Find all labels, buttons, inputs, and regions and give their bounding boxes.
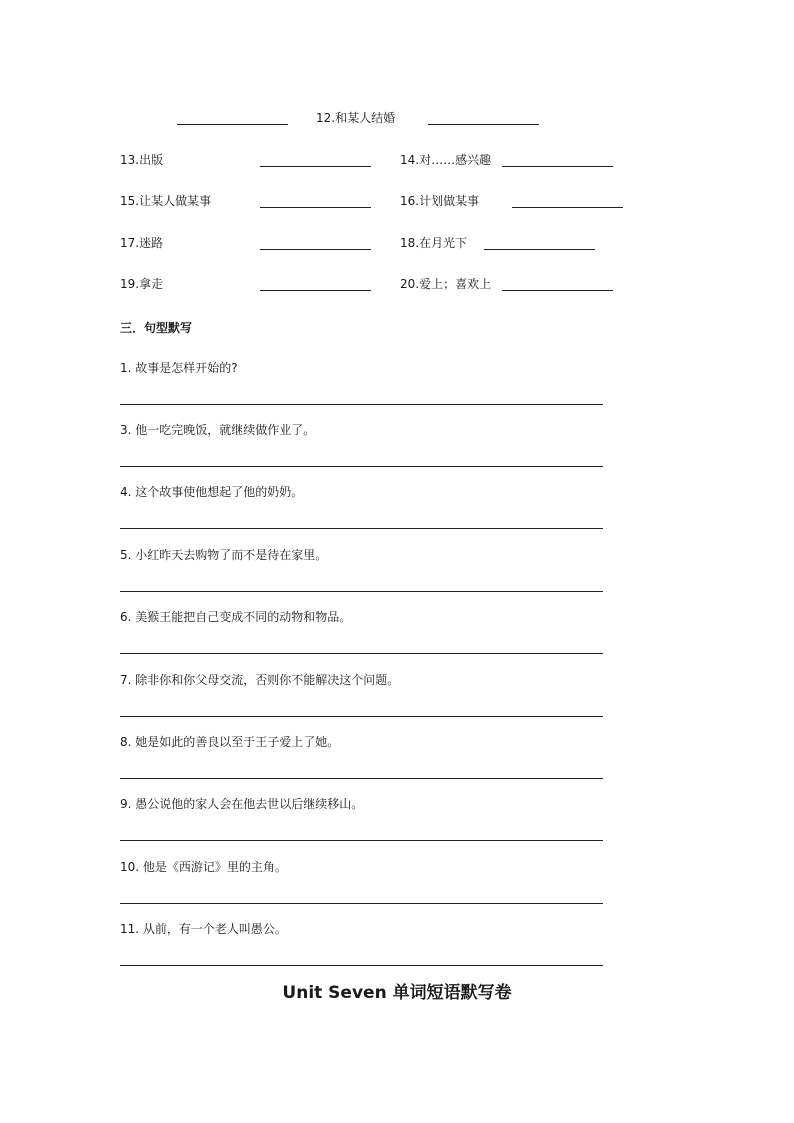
section-heading: 三．句型默写 [120,321,193,335]
sentence-answer-line[interactable] [120,591,603,592]
answer-line-15[interactable] [260,207,371,208]
answer-line-20[interactable] [502,290,613,291]
vocab-item-20: 20.爱上；喜欢上 [400,277,492,291]
sentence-prompt: 4. 这个故事使他想起了他的奶奶。 [120,485,304,499]
sentence-answer-line[interactable] [120,404,603,405]
answer-line-17[interactable] [260,249,371,250]
vocab-item-13: 13.出版 [120,153,164,167]
answer-line-12[interactable] [428,124,539,125]
answer-line-11[interactable] [177,124,288,125]
answer-line-13[interactable] [260,166,371,167]
vocab-item-14: 14.对……感兴趣 [400,153,492,167]
vocab-item-12: 12.和某人结婚 [316,111,396,125]
answer-line-14[interactable] [502,166,613,167]
vocab-item-17: 17.迷路 [120,236,164,250]
sentence-prompt: 8. 她是如此的善良以至于王子爱上了她。 [120,735,340,749]
sentence-answer-line[interactable] [120,466,603,467]
vocab-item-16: 16.计划做某事 [400,194,480,208]
sentence-prompt: 3. 他一吃完晚饭，就继续做作业了。 [120,423,316,437]
vocab-item-18: 18.在月光下 [400,236,468,250]
sentence-answer-line[interactable] [120,965,603,966]
sentence-prompt: 11. 从前，有一个老人叫愚公。 [120,922,287,936]
sentence-answer-line[interactable] [120,716,603,717]
sentence-answer-line[interactable] [120,840,603,841]
vocab-item-19: 19.拿走 [120,277,164,291]
answer-line-16[interactable] [512,207,623,208]
answer-line-19[interactable] [260,290,371,291]
answer-line-18[interactable] [484,249,595,250]
page-title: Unit Seven 单词短语默写卷 [282,983,512,1003]
sentence-prompt: 9. 愚公说他的家人会在他去世以后继续移山。 [120,797,364,811]
sentence-prompt: 6. 美猴王能把自己变成不同的动物和物品。 [120,610,352,624]
sentence-answer-line[interactable] [120,778,603,779]
sentence-answer-line[interactable] [120,903,603,904]
vocab-item-15: 15.让某人做某事 [120,194,212,208]
sentence-answer-line[interactable] [120,528,603,529]
sentence-prompt: 1. 故事是怎样开始的? [120,361,238,375]
sentence-prompt: 5. 小红昨天去购物了而不是待在家里。 [120,548,328,562]
sentence-prompt: 7. 除非你和你父母交流，否则你不能解决这个问题。 [120,673,400,687]
sentence-prompt: 10. 他是《西游记》里的主角。 [120,860,287,874]
sentence-answer-line[interactable] [120,653,603,654]
